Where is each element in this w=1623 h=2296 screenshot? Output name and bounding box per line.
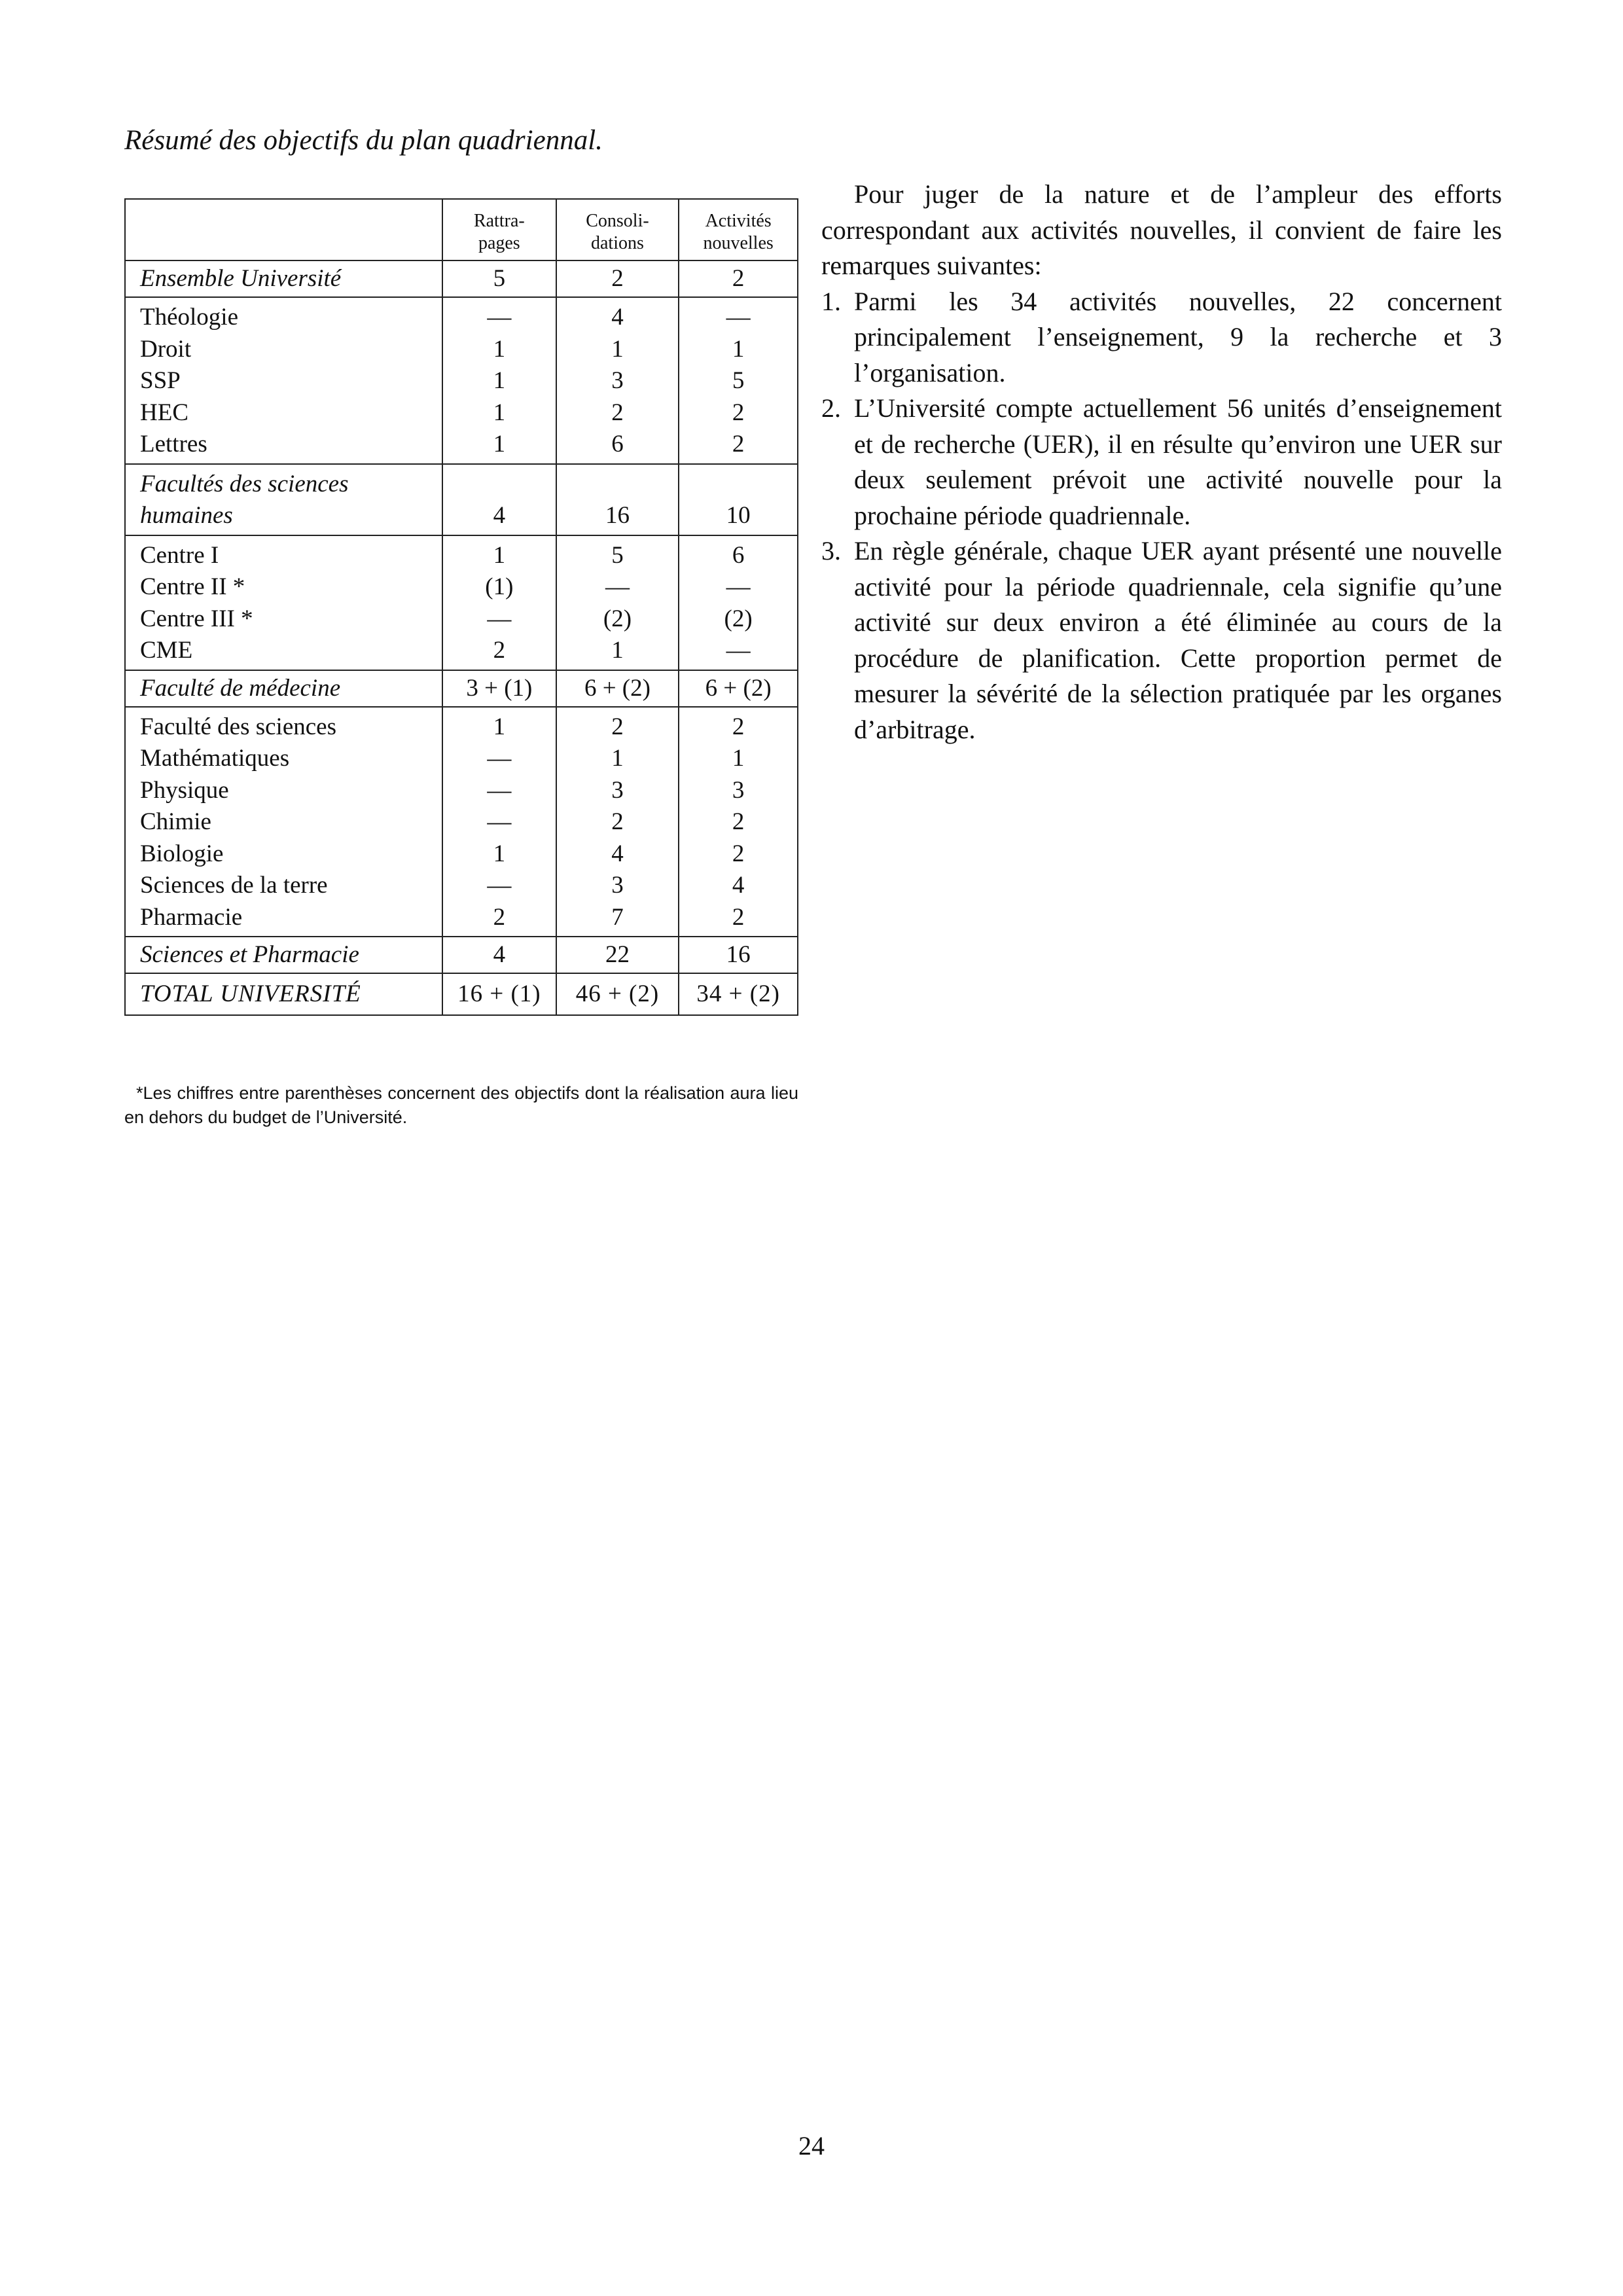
header-empty-cell (125, 199, 442, 260)
header-consolidations: Consoli- dations (556, 199, 679, 260)
row-labels: Théologie Droit SSP HEC Lettres (125, 297, 442, 464)
table-total-row (125, 973, 798, 1015)
cell-values: 2 1 3 2 4 3 7 (556, 707, 679, 937)
cell-values: 2 1 3 2 2 4 2 (679, 707, 798, 937)
cell-values: — 1 5 2 2 (679, 297, 798, 464)
remarks-list (821, 284, 1502, 748)
cell-value: 16 + (1) (442, 973, 556, 1015)
cell-values: 1 (1) — 2 (442, 535, 556, 670)
list-item (821, 391, 1502, 533)
table-row (125, 937, 798, 973)
intro-paragraph: Pour juger de la nature et de l’ampleur des efforts correspondant aux activités nouvelles, il convient de faire les remarques suivantes: (821, 179, 1502, 280)
cell-value: 16 (679, 937, 798, 973)
item-text: Parmi les 34 activités nouvelles, 22 concernent principalement l’enseignement, 9 la recherche et 3 l’organisation. (854, 286, 1502, 387)
total-label: TOTAL UNIVERSITÉ (125, 973, 442, 1015)
footnote-marker: * (136, 1083, 143, 1103)
cell-values: 6 — (2) — (679, 535, 798, 670)
cell-value: 2 (679, 260, 798, 297)
cell-value: 2 (556, 260, 679, 297)
cell-value: 34 + (2) (679, 973, 798, 1015)
table-row-group (125, 707, 798, 937)
document-title: Résumé des objectifs du plan quadriennal. (124, 125, 603, 156)
cell-values: 5 — (2) 1 (556, 535, 679, 670)
row-label: Ensemble Université (125, 260, 442, 297)
page-number: 24 (798, 2131, 825, 2161)
table-row (125, 670, 798, 707)
cell-values: 1 — — — 1 — 2 (442, 707, 556, 937)
cell-value: 4 (442, 937, 556, 973)
row-labels: Faculté des sciences Mathématiques Physique Chimie Biologie Sciences de la terre Pharmacie (125, 707, 442, 937)
cell-value: 6 + (2) (679, 670, 798, 707)
item-number: 2. (821, 393, 841, 423)
row-label: Faculté de médecine (125, 670, 442, 707)
table-row (125, 464, 798, 535)
row-label: Sciences et Pharmacie (125, 937, 442, 973)
item-text: L’Université compte actuellement 56 unités d’enseignement et de recherche (UER), il en résulte qu’environ une UER sur deux seulement prévoit une activité nouvelle pour la prochaine période quadriennale. (854, 393, 1502, 530)
cell-value: 46 + (2) (556, 973, 679, 1015)
footnote (124, 1081, 798, 1130)
commentary-column (821, 177, 1502, 747)
cell-values: 4 1 3 2 6 (556, 297, 679, 464)
table-row-group (125, 535, 798, 670)
list-item (821, 284, 1502, 391)
row-label: Facultés des sciences humaines (125, 464, 442, 535)
row-labels: Centre I Centre II * Centre III * CME (125, 535, 442, 670)
header-rattrapages: Rattra- pages (442, 199, 556, 260)
table-header-row (125, 199, 798, 260)
cell-value: 10 (679, 464, 798, 535)
footnote-text: Les chiffres entre parenthèses concernent des objectifs dont la réalisation aura lieu en dehors du budget de l’Université. (124, 1083, 798, 1127)
item-text: En règle générale, chaque UER ayant présenté une nouvelle activité pour la période quadriennale, cela signifie qu’une activité sur deux environ a été éliminée au cours de la procédure de planification. Cette proportion permet de mesurer la sévérité de la sélection pratiquée par les organes d’arbitrage. (854, 536, 1502, 744)
cell-value: 5 (442, 260, 556, 297)
header-activites-nouvelles: Activités nouvelles (679, 199, 798, 260)
objectives-table (124, 198, 798, 1016)
cell-value: 22 (556, 937, 679, 973)
cell-value: 16 (556, 464, 679, 535)
list-item (821, 533, 1502, 747)
cell-values: — 1 1 1 1 (442, 297, 556, 464)
item-number: 3. (821, 536, 841, 565)
cell-value: 3 + (1) (442, 670, 556, 707)
table-row (125, 260, 798, 297)
cell-value: 6 + (2) (556, 670, 679, 707)
item-number: 1. (821, 286, 841, 316)
table-row-group (125, 297, 798, 464)
cell-value: 4 (442, 464, 556, 535)
